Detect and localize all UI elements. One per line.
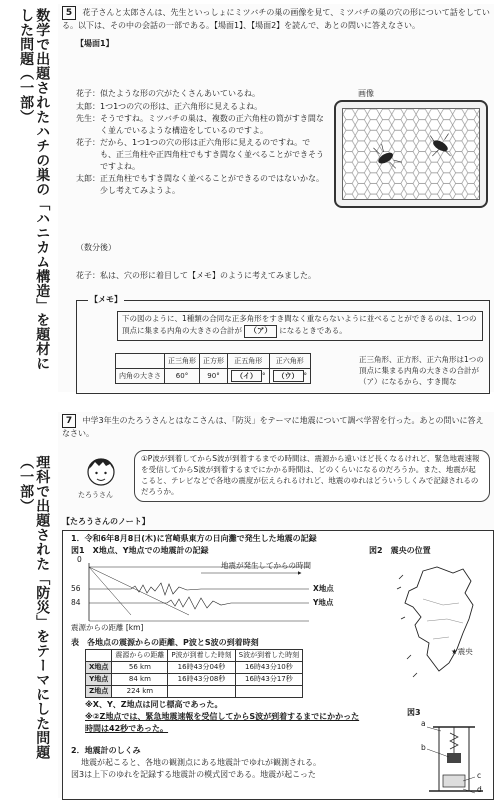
table-title: 表 各地点の震源からの距離、P波とS波の到着時刻 bbox=[71, 638, 259, 647]
memo-statement bbox=[117, 311, 483, 341]
table-row bbox=[86, 674, 303, 686]
table-header: 正六角形 bbox=[269, 354, 311, 369]
distance-axis-label: 震源からの距離 [km] bbox=[71, 623, 144, 632]
speaker: 花子： bbox=[76, 138, 100, 148]
scene-label: 【場面1】 bbox=[76, 38, 114, 48]
speaker: 太郎： bbox=[76, 101, 100, 111]
table-header: 震源からの距離 bbox=[112, 650, 168, 662]
row-label: X地点 bbox=[86, 662, 112, 674]
honeycomb-tablet-image bbox=[334, 100, 488, 208]
speaker: 花子： bbox=[76, 89, 100, 98]
memo-box bbox=[76, 300, 490, 394]
memo-text: 下の図のように、1種類の合同な正多角形をすき間なく重ならないように並べることができるのは、1つの頂点に集まる内角の大きさの合計が bbox=[122, 314, 477, 335]
image-label: 画像 bbox=[358, 89, 374, 98]
table-cell: 16時43分17秒 bbox=[235, 674, 302, 686]
table-cell bbox=[235, 686, 302, 698]
figure-2-title: 図2 震央の位置 bbox=[369, 546, 431, 555]
taro-avatar bbox=[84, 454, 118, 492]
question-7-intro bbox=[58, 412, 494, 440]
dialog bbox=[76, 88, 326, 197]
section-2-text: 図3は上下のゆれを記録する地震計の模式図である。地震が起こった bbox=[71, 770, 316, 779]
table-header: S波が到着した時刻 bbox=[235, 650, 302, 662]
section-2-title: 2．地震計のしくみ bbox=[71, 746, 141, 755]
diagram-label: d bbox=[477, 785, 482, 794]
table-header bbox=[86, 650, 112, 662]
diagram-label: a bbox=[421, 719, 426, 728]
speaker: 太郎： bbox=[76, 174, 100, 184]
table-cell: 16時43分10秒 bbox=[235, 662, 302, 674]
intro-text: 中学3年生のたろうさんとはなこさんは、「防災」をテーマに地震について調べ学習を行った。あとの問いに答えなさい。 bbox=[62, 416, 484, 438]
person-name: たろうさん bbox=[78, 491, 113, 499]
table-cell: 60° bbox=[165, 369, 200, 384]
note-1: ※X、Y、Z地点は同じ標高であった。 bbox=[85, 700, 223, 709]
speech-bubble: ①P波が到着してからS波が到着するまでの時間は、震源から遠いほど長くなるけれど、緊急地震速報を受信してからS波が到着するまでにかかる時間は、どのくらいになるのだろうか。また、地震が起こると、テレビなどで各地の震度が伝えられるけれど、地震のゆれはどういうしくみで記録されるのだろうか。 bbox=[134, 450, 490, 502]
memo-title: 【メモ】 bbox=[90, 295, 122, 304]
diagram-label: b bbox=[421, 743, 426, 752]
seismograph-figure bbox=[71, 555, 341, 633]
hanako-memo-line bbox=[76, 270, 496, 282]
utterance: 似たような形の穴がたくさんあいているね。 bbox=[100, 89, 260, 98]
table-header bbox=[116, 354, 165, 369]
table-cell: 16時43分08秒 bbox=[168, 674, 235, 686]
section-1-title: 1．令和6年8月8日(木)に宮崎県東方の日向灘で発生した地震の記録 bbox=[71, 534, 317, 543]
blank-u: （ウ） bbox=[273, 370, 304, 382]
table-header: P波が到着した時刻 bbox=[168, 650, 235, 662]
table-cell: 56 km bbox=[112, 662, 168, 674]
utterance: だから、1つ1つの穴の形は正六角形に見えるのですね。でも、正三角柱や正四角柱でもすき間なく並べることができそうですよね。 bbox=[100, 138, 324, 171]
tick-label: 84 bbox=[71, 598, 81, 607]
utterance: 1つ1つの穴の形は、正六角形に見えるよね。 bbox=[100, 101, 263, 111]
table-cell: 224 km bbox=[112, 686, 168, 698]
speaker: 花子： bbox=[76, 271, 100, 280]
row-label: Z地点 bbox=[86, 686, 112, 698]
utterance: そうですね。ミツバチの巣は、複数の正六角柱の筒がすき間なく並んでいるような構造をしているのですよ。 bbox=[100, 114, 324, 135]
intro-text: 花子さんと太郎さんは、先生といっしょにミツバチの巣の画像を見て、ミツバチの巣の穴の形について話をしている。以下は、その中の会話の一部である。【場面1】、【場面2】を読んで、あとの問いに答えなさい。 bbox=[62, 8, 490, 30]
row-label: 内角の大きさ bbox=[116, 369, 165, 384]
honeycomb-photo bbox=[342, 108, 480, 200]
speaker: 先生： bbox=[76, 114, 100, 124]
section-2-text: 地震が起こると、各地の観測点にある地震計でゆれが観測される。 bbox=[81, 758, 321, 767]
row-label: Y地点 bbox=[86, 674, 112, 686]
table-row bbox=[116, 369, 311, 384]
blank-a: （ア） bbox=[244, 325, 277, 338]
figure-1-title: 図1 X地点、Y地点での地震計の記録 bbox=[71, 546, 209, 555]
note-box bbox=[62, 530, 494, 800]
question-number: 7 bbox=[62, 414, 76, 428]
utterance: 私は、穴の形に着目して【メモ】のように考えてみました。 bbox=[100, 271, 316, 280]
question-7-sheet bbox=[58, 412, 494, 798]
question-5-sheet bbox=[58, 4, 494, 392]
blank-i: （イ） bbox=[231, 370, 262, 382]
note-2: ※②Z地点では、緊急地震速報を受信してからS波が到着するまでにかかった時間は42秒であった。 bbox=[85, 712, 360, 733]
dialog-line bbox=[76, 173, 326, 196]
tick-label: 0 bbox=[77, 555, 82, 564]
epicenter-marker: ★震央 bbox=[451, 647, 473, 656]
note-title: 【たろうさんのノート】 bbox=[62, 517, 150, 526]
kyushu-map bbox=[393, 559, 489, 689]
tick-label: 56 bbox=[71, 584, 81, 593]
table-row bbox=[86, 662, 303, 674]
honeycomb-pattern bbox=[343, 109, 479, 199]
caption-science-question: 理科で出題された「防災」をテーマにした問題（一部） bbox=[18, 455, 51, 760]
time-axis-label: 地震が発生してからの時間 bbox=[221, 561, 311, 570]
table-cell: 84 km bbox=[112, 674, 168, 686]
table-row bbox=[86, 686, 303, 698]
caption-math-question: 数学で出題されたハチの巣の「ハニカム構造」を題材にした問題（一部） bbox=[18, 8, 51, 371]
seismometer-diagram bbox=[413, 719, 489, 797]
figure-3-title: 図3 bbox=[407, 708, 421, 717]
table-cell: 16時43分04秒 bbox=[168, 662, 235, 674]
dialog-line bbox=[76, 88, 326, 100]
station-label: Y地点 bbox=[313, 598, 334, 607]
station-label: X地点 bbox=[313, 584, 334, 593]
memo-text: になるときである。 bbox=[279, 325, 347, 335]
table-header-row bbox=[116, 354, 311, 369]
dialog-line bbox=[76, 101, 326, 113]
later-label: （数分後） bbox=[76, 243, 116, 252]
dialog-line bbox=[76, 113, 326, 136]
question-5-intro bbox=[58, 4, 494, 32]
dialog-line bbox=[76, 137, 326, 172]
map-outline bbox=[393, 559, 489, 689]
table-cell: 90° bbox=[200, 369, 228, 384]
table-cell: （ウ） ° bbox=[269, 369, 311, 384]
table-header-row bbox=[86, 650, 303, 662]
table-header: 正三角形 bbox=[165, 354, 200, 369]
arrival-table bbox=[85, 649, 303, 698]
question-number: 5 bbox=[62, 6, 76, 20]
memo-side-text: 正三角形、正方形、正六角形は1つの頂点に集まる内角の大きさの合計が（ア）になるから、すき間な bbox=[359, 355, 484, 386]
table-header: 正方形 bbox=[200, 354, 228, 369]
table-cell: （イ） ° bbox=[228, 369, 270, 384]
table-header: 正五角形 bbox=[228, 354, 270, 369]
table-cell bbox=[168, 686, 235, 698]
diagram-label: c bbox=[477, 771, 482, 780]
utterance: 正五角柱でもすき間なく並べることができるのではないかな。少し考えてみようよ。 bbox=[100, 174, 324, 195]
boy-face-icon bbox=[84, 454, 118, 488]
memo-table bbox=[115, 353, 311, 384]
